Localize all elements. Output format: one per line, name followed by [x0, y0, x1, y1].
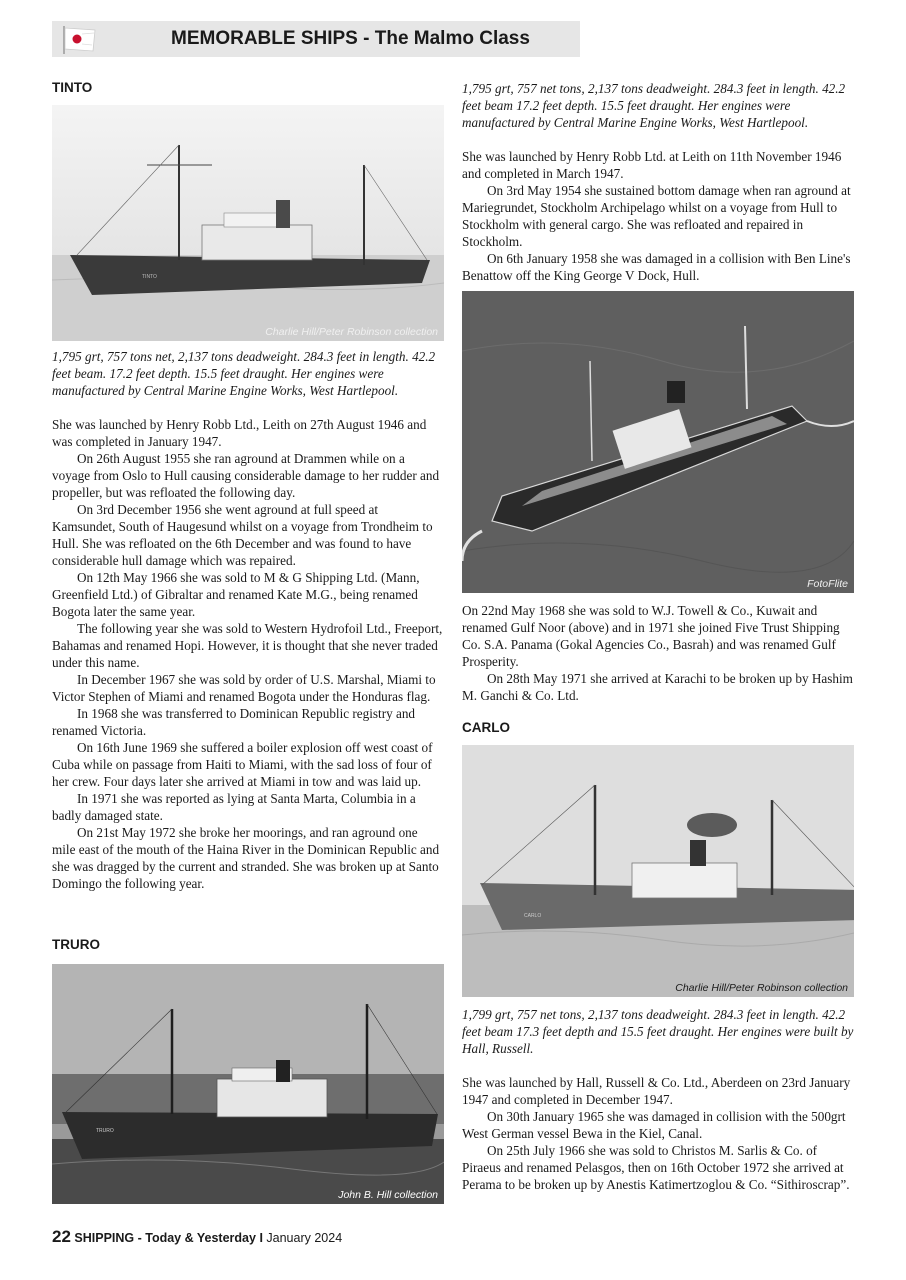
tinto-paragraph: She was launched by Henry Robb Ltd., Leith on 27th August 1946 and was completed in January 1947.: [52, 417, 427, 449]
carlo-spec: 1,799 grt, 757 net tons, 2,137 tons deadweight. 284.3 feet in length. 42.2 feet beam 17.3 feet depth and 15.5 feet draught. Her engines were built by Hall, Russell.: [462, 1007, 854, 1056]
tinto-paragraph: The following year she was sold to Western Hydrofoil Ltd., Freeport, Bahamas and renamed Hopi. However, it is thought that she never traded under this name.: [52, 621, 443, 670]
tinto-hull-name: TINTO: [142, 274, 157, 280]
carlo-paragraph: On 30th January 1965 she was damaged in collision with the 500grt West German vessel Bewa in the Kiel, Canal.: [462, 1109, 846, 1141]
footer-separator: I: [259, 1231, 263, 1245]
tinto-paragraph: On 3rd December 1956 she went aground at full speed at Kamsundet, South of Haugesund whilst on a voyage from Trondheim to Hull. She was refloated on the 6th December and was found to have considerable hull damage which was repaired.: [52, 502, 433, 568]
carlo-hull-name: CARLO: [524, 913, 542, 919]
carlo-paragraph: On 25th July 1966 she was sold to Christos M. Sarlis & Co. of Piraeus and renamed Pelasgos, then on 16th October 1972 she arrived at Perama to be broken up by Anestis Katimertzoglou & Co. “Sithiroscrap”.: [462, 1143, 850, 1192]
carlo-paragraph: She was launched by Hall, Russell & Co. Ltd., Aberdeen on 23rd January 1947 and completed in December 1947.: [462, 1075, 851, 1107]
carlo-photo-credit: Charlie Hill/Peter Robinson collection: [675, 982, 848, 994]
tinto-paragraph: In 1971 she was reported as lying at Santa Marta, Columbia in a badly damaged state.: [52, 791, 416, 823]
gulf-noor-aerial-photo: [462, 291, 854, 593]
truro-heading: TRURO: [52, 937, 100, 952]
truro-paragraph: She was launched by Henry Robb Ltd. at Leith on 11th November 1946 and completed in March 1947.: [462, 149, 842, 181]
aerial-photo-credit: FotoFlite: [807, 578, 848, 590]
tinto-paragraph: On 26th August 1955 she ran aground at Drammen while on a voyage from Oslo to Hull causing considerable damage to her rudder and propeller, but was refloated the following day.: [52, 451, 440, 500]
tinto-text: [52, 348, 444, 892]
tinto-photo-credit: Charlie Hill/Peter Robinson collection: [265, 326, 438, 338]
tinto-spec: 1,795 grt, 757 tons net, 2,137 tons deadweight. 284.3 feet in length. 42.2 feet beam. 17.2 feet depth. 15.5 feet draught. Her engines were manufactured by Central Marine Engine Works, West Hartlepool.: [52, 349, 436, 398]
tinto-paragraph: In 1968 she was transferred to Dominican Republic registry and renamed Victoria.: [52, 706, 416, 738]
truro-photo: [52, 964, 444, 1204]
tinto-heading-block: [52, 80, 444, 95]
truro-photo-credit: John B. Hill collection: [338, 1189, 438, 1201]
tinto-paragraph: On 21st May 1972 she broke her moorings, and ran aground one mile east of the mouth of the Haina River in the Dominican Republic and she was dragged by the current and stranded. She was broken up at Santo Domingo the following year.: [52, 825, 440, 891]
issue-date: January 2024: [266, 1231, 343, 1245]
page-number: 22: [52, 1227, 71, 1246]
tinto-heading: TINTO: [52, 80, 93, 95]
truro-text-a: [462, 80, 854, 284]
truro-hull-name: TRURO: [96, 1128, 114, 1134]
truro-paragraph: On 6th January 1958 she was damaged in a collision with Ben Line's Benattow off the King George V Dock, Hull.: [462, 251, 851, 283]
page-footer: [52, 1227, 342, 1247]
tinto-photo: [52, 105, 444, 341]
carlo-heading-block: [462, 720, 854, 735]
truro-paragraph: On 22nd May 1968 she was sold to W.J. Towell & Co., Kuwait and renamed Gulf Noor (above) and in 1971 she joined Five Trust Shipping Co. S.A. Panama (Gokal Agencies Co., Basrah) and was renamed Gulf Prosperity.: [462, 603, 840, 669]
publication-name: SHIPPING - Today & Yesterday: [74, 1231, 256, 1245]
truro-paragraph: On 28th May 1971 she arrived at Karachi to be broken up by Hashim M. Ganchi & Co. Ltd.: [462, 671, 853, 703]
tinto-paragraph: In December 1967 she was sold by order of U.S. Marshal, Miami to Victor Stephen of Miami and renamed Bogota under the Honduras flag.: [52, 672, 436, 704]
page-title: MEMORABLE SHIPS - The Malmo Class: [171, 28, 530, 49]
tinto-paragraph: On 12th May 1966 she was sold to M & G Shipping Ltd. (Mann, Greenfield Ltd.) of Gibraltar and renamed Kate M.G., being renamed Bogota later the same year.: [52, 570, 420, 619]
truro-paragraph: On 3rd May 1954 she sustained bottom damage when ran aground at Mariegrundet, Stockholm Archipelago whilst on a voyage from Hull to Stockholm with general cargo. She was refloated and repaired in Stockholm.: [462, 183, 851, 249]
carlo-text: [462, 1006, 854, 1193]
carlo-photo: [462, 745, 854, 997]
red-ensign-flag-icon: [58, 24, 98, 55]
truro-text-b: [462, 602, 854, 704]
truro-spec: 1,795 grt, 757 net tons, 2,137 tons deadweight. 284.3 feet in length. 42.2 feet beam 17.2 feet depth. 15.5 feet draught. Her engines were manufactured by Central Marine Engine Works, West Hartlepool.: [462, 81, 846, 130]
tinto-paragraph: On 16th June 1969 she suffered a boiler explosion off west coast of Cuba while on passage from Haiti to Miami, with the sad loss of four of her crew. Four days later she arrived at Miami in tow and was laid up.: [52, 740, 433, 789]
truro-heading-block: [52, 937, 444, 952]
carlo-heading: CARLO: [462, 720, 510, 735]
